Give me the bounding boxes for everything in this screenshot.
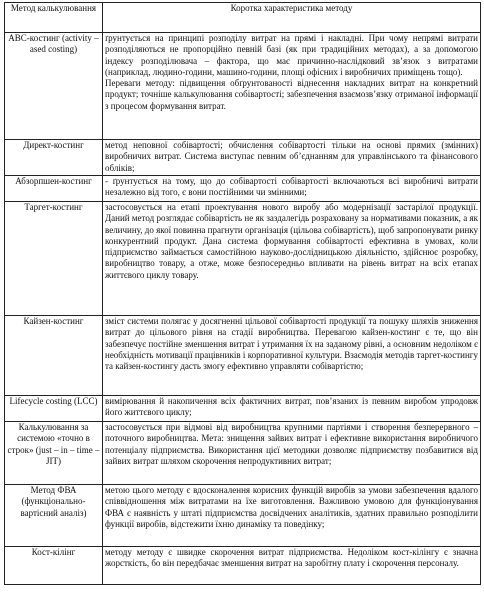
method-description (103, 176, 481, 202)
description-paragraph: застосовується при відмові від виробництва крупними партіями і створення безперервного – поточного виробництва. Мета: знищення зайвих витрат і ефективне використання виробничого потенціалу підприємства. Використання цієї методики дозволяє підприємству позбавитися від зайвих витрат шляхом скорочення непродуктивних витрат; (105, 422, 478, 466)
costing-methods-table (4, 2, 481, 585)
description-paragraph: - ґрунтується на тому, що до собівартості собівартості включаються всі виробничі витрати незалежно від того, є вони постійними чи змінними; (105, 176, 478, 198)
table-row (5, 33, 481, 140)
method-description (103, 485, 481, 547)
method-name: Метод ФВА (функціонально-вартісний аналіз) (5, 485, 103, 547)
description-paragraph: застосовується на етапі проектування нового виробу або модернізації застарілої продукції. Даний метод розглядає собівартість не як заздалегідь розраховану за нормативами показник, а як величину, до якої повинна прагнути організація (цільова собівартість), щоб запропонувати ринку конкурентний продукт. Дана система формування собівартості ефективна в умовах, коли підприємство займається самостійною науково-дослідницькою діяльністю, здійснює розробку, виробництво товару, а отже, може безпосередньо впливати на рівень витрат на всіх етапах життєвого циклу товару. (105, 202, 478, 280)
table-row (5, 396, 481, 422)
description-paragraph: методу методу є швидке скорочення витрат підприємства. Недоліком кост-кілінгу є значна жорсткість, бо він передбачає зменшення витрат на заробітну плату і скорочення персоналу. (105, 547, 478, 569)
method-name: Директ-костинг (5, 140, 103, 176)
method-description (103, 202, 481, 316)
header-description: Коротка характеристика методу (103, 3, 481, 33)
table-row (5, 176, 481, 202)
description-paragraph: метод неповної собівартості; обчислення собівартості тільки на основі прямих (змінних) виробничих витрат. Система виступає певним об’єднанням для управлінського та фінансового обліків; (105, 140, 478, 173)
method-name: Кост-кілінг (5, 547, 103, 585)
method-description (103, 396, 481, 422)
method-name: Lifecycle costing (LCC) (5, 396, 103, 422)
method-description (103, 33, 481, 140)
table-row (5, 316, 481, 396)
method-description (103, 140, 481, 176)
header-method: Метод калькулювання (5, 3, 103, 33)
table-row (5, 202, 481, 316)
method-name: Абзорпшен-костинг (5, 176, 103, 202)
method-name: Кайзен-костинг (5, 316, 103, 396)
description-paragraph: вимірювання й накопичення всіх фактичних витрат, пов’язаних із певним виробом упродовж його життєвого циклу; (105, 396, 478, 418)
method-description (103, 547, 481, 585)
description-paragraph: зміст системи полягає у досягненні цільової собівартості продукції та пошуку шляхів зниження витрат до цільового рівня на стадії виробництва. Перевагою кайзен-костинг є те, що він забезпечує постійне зменшення витрат і утримання їх на заданому рівні, а основним недоліком є необхідність мотивації працівників і корпоративної культури. Взаємодія методів таргет-костингу та кайзен-костингу дасть змогу ефективно управляти собівартістю; (105, 316, 478, 372)
method-name: Таргет-костинг (5, 202, 103, 316)
table-row (5, 140, 481, 176)
method-name: ABC-костинг (activity – ased costing) (5, 33, 103, 140)
table-header-row (5, 3, 481, 33)
table-row (5, 485, 481, 547)
table-row (5, 422, 481, 485)
method-description (103, 316, 481, 396)
method-description (103, 422, 481, 485)
description-paragraph: ґрунтується на принципі розподілу витрат на прямі і накладні. При чому непрямі витрати розподіляються не пропорційно певній базі (як при традиційних методах), а за допомогою індексу розподілювача – фактора, що має причинно-наслідковий зв’язок з витратами (наприклад, людино-години, машино-години, площі офісних і виробничих приміщень тощо). (105, 33, 478, 77)
table-row (5, 547, 481, 585)
description-paragraph: Переваги методу: підвищення обґрунтованості віднесення накладних витрат на конкретний продукт; точніше калькулювання собівартості; забезпечення взаємозв’язку отриманої інформації з процесом формування витрат. (105, 78, 478, 111)
method-name: Калькулювання за системою «точно в строк» (just – in – time – JIT) (5, 422, 103, 485)
description-paragraph: метою цього методу є вдосконалення корисних функцій виробів за умови забезпечення вдалого співвідношення між витратами на їхе виготовлення. Важливою умовою для функціонування ФВА є наявність у штаті підприємства досвідчених аналітиків, здатних правильно розподілити функції виробів, відстежити їхню динаміку та поведінку; (105, 485, 478, 529)
